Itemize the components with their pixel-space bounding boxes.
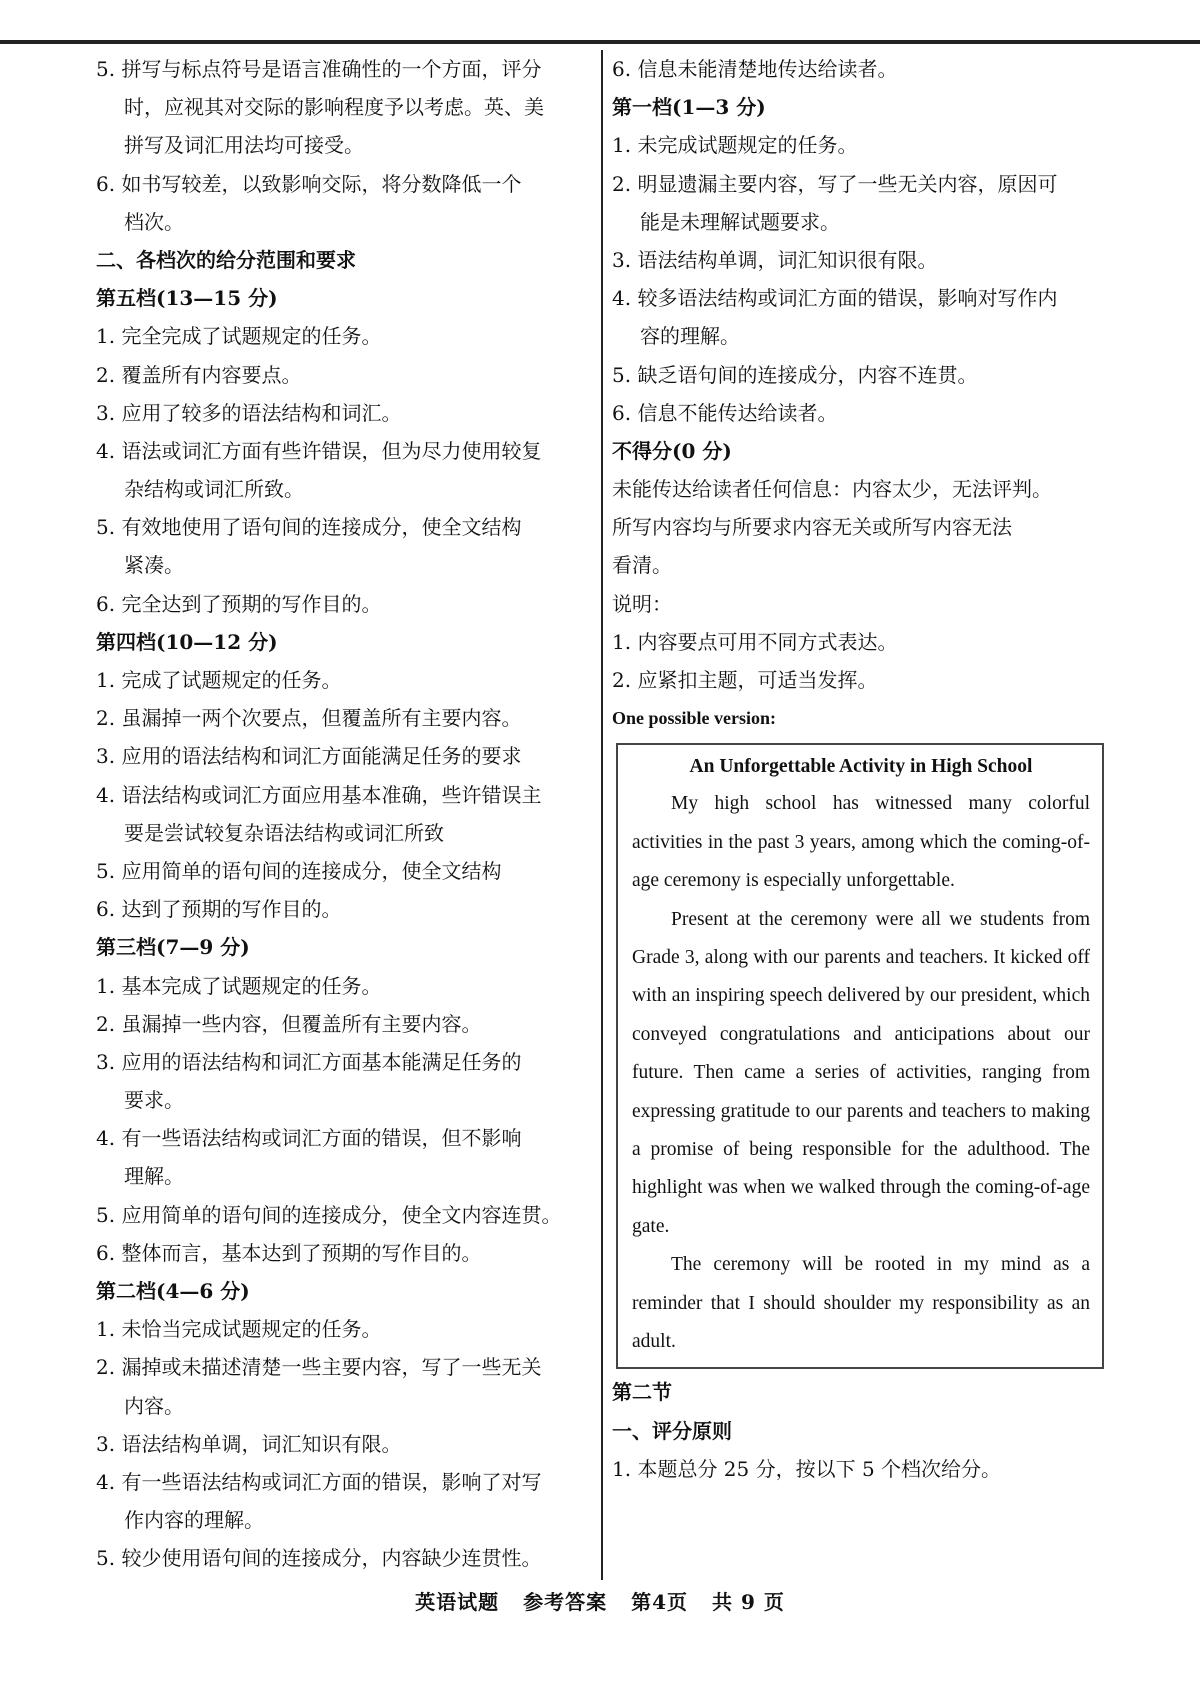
page-footer	[0, 1586, 1200, 1615]
text-line: 作内容的理解。	[124, 1508, 264, 1533]
text-line: 2. 应紧扣主题，可适当发挥。	[612, 668, 878, 692]
text-line: 未能传达给读者任何信息：内容太少，无法评判。	[612, 477, 1052, 502]
text-line: 1. 内容要点可用不同方式表达。	[612, 629, 898, 654]
section-heading: 第二节	[612, 1380, 672, 1405]
footer-subject: 英语试题	[415, 1590, 500, 1614]
text-line: 内容。	[124, 1393, 184, 1418]
text-line: 5. 应用简单的语句间的连接成分，使全文内容连贯。	[96, 1202, 562, 1227]
footer-total-pages: 共 9 页	[711, 1590, 785, 1614]
text-line: 3. 语法结构单调，词汇知识很有限。	[612, 247, 938, 272]
right-column	[612, 50, 1112, 1488]
text-line: 6. 整体而言，基本达到了预期的写作目的。	[96, 1240, 482, 1265]
text-line: 理解。	[124, 1164, 184, 1189]
text-line: 1. 基本完成了试题规定的任务。	[96, 973, 382, 998]
text-line: 要求。	[124, 1088, 184, 1113]
text-line: 4. 语法或词汇方面有些许错误，但为尽力使用较复	[96, 438, 542, 463]
left-column	[96, 50, 596, 1578]
text-line: 1. 本题总分 25 分，按以下 5 个档次给分。	[612, 1456, 1002, 1481]
text-line: 所写内容均与所要求内容无关或所写内容无法	[612, 515, 1012, 540]
text-line: 6. 达到了预期的写作目的。	[96, 897, 342, 922]
section-heading: 第四档(10—12 分)	[96, 629, 278, 654]
text-line: 4. 语法结构或词汇方面应用基本准确，些许错误主	[96, 782, 542, 807]
top-rule	[0, 40, 1200, 44]
footer-doc-type: 参考答案	[523, 1590, 608, 1614]
section-heading: 第一档(1—3 分)	[612, 95, 766, 120]
text-line: 拼写及词汇用法均可接受。	[124, 133, 364, 158]
section-heading: 第二档(4—6 分)	[96, 1279, 250, 1303]
right-column-bottom	[612, 1373, 1112, 1488]
footer-page-number: 第4页	[631, 1590, 689, 1614]
text-line: 6. 完全达到了预期的写作目的。	[96, 591, 382, 616]
text-line: 2. 明显遗漏主要内容，写了一些无关内容，原因可	[612, 171, 1058, 196]
text-line: 1. 未完成试题规定的任务。	[612, 133, 858, 158]
text-line: 1. 未恰当完成试题规定的任务。	[96, 1317, 382, 1342]
text-line: 紧凑。	[124, 553, 184, 578]
essay-title: An Unforgettable Activity in High School	[689, 756, 1033, 778]
section-heading: 一、评分原则	[612, 1418, 732, 1443]
text-line: 3. 应用的语法结构和词汇方面基本能满足任务的	[96, 1049, 522, 1074]
text-line: 6. 信息不能传达给读者。	[612, 400, 838, 425]
text-line: 6. 信息未能清楚地传达给读者。	[612, 57, 898, 81]
text-line: 杂结构或词汇所致。	[124, 477, 304, 502]
text-line: 档次。	[124, 209, 184, 234]
text-line: 4. 有一些语法结构或词汇方面的错误，但不影响	[96, 1126, 522, 1151]
text-line: 时，应视其对交际的影响程度予以考虑。英、美	[124, 95, 544, 120]
text-line: One possible version:	[612, 708, 777, 729]
text-line: 要是尝试较复杂语法结构或词汇所致	[124, 820, 444, 845]
text-line: 看清。	[612, 553, 672, 578]
text-line: 2. 虽漏掉一两个次要点，但覆盖所有主要内容。	[96, 706, 522, 731]
section-heading: 二、各档次的给分范围和要求	[96, 247, 356, 272]
text-line: 6. 如书写较差，以致影响交际，将分数降低一个	[96, 171, 522, 196]
text-line: 容的理解。	[640, 324, 740, 349]
text-line: 5. 应用简单的语句间的连接成分，使全文结构	[96, 858, 502, 883]
text-line: 能是未理解试题要求。	[640, 209, 840, 234]
essay-paragraph: Present at the ceremony were all we students from Grade 3, along with our parents and teachers. It kicked off with an inspiring speech delivered by our president, which conveyed congratulations and anticipations about our future. Then came a series of activities, ranging from expressing gratitude to our parents and teachers to making a promise of being responsible for the adulthood. The highlight was when we walked through the coming-of-age gate.	[632, 908, 1090, 1237]
section-heading: 第三档(7—9 分)	[96, 935, 250, 960]
section-heading: 第五档(13—15 分)	[96, 286, 278, 311]
text-line: 3. 语法结构单调，词汇知识有限。	[96, 1431, 402, 1456]
text-line: 5. 有效地使用了语句间的连接成分，使全文结构	[96, 515, 522, 540]
text-line: 1. 完全完成了试题规定的任务。	[96, 324, 382, 349]
text-line: 2. 虽漏掉一些内容，但覆盖所有主要内容。	[96, 1011, 482, 1036]
text-line: 5. 较少使用语句间的连接成分，内容缺少连贯性。	[96, 1546, 542, 1571]
text-line: 4. 较多语法结构或词汇方面的错误，影响对写作内	[612, 286, 1058, 311]
text-line: 说明：	[612, 591, 672, 616]
text-line: 4. 有一些语法结构或词汇方面的错误，影响了对写	[96, 1469, 542, 1494]
text-line: 2. 漏掉或未描述清楚一些主要内容，写了一些无关	[96, 1355, 542, 1380]
text-line: 2. 覆盖所有内容要点。	[96, 362, 302, 387]
right-column-top	[612, 50, 1112, 737]
text-line: 5. 缺乏语句间的连接成分，内容不连贯。	[612, 362, 978, 387]
sample-essay-box	[616, 743, 1104, 1369]
text-line: 5. 拼写与标点符号是语言准确性的一个方面，评分	[96, 57, 542, 81]
text-line: 1. 完成了试题规定的任务。	[96, 668, 342, 692]
essay-paragraph: The ceremony will be rooted in my mind as a reminder that I should shoulder my responsibility as an adult.	[632, 1254, 1090, 1353]
section-heading: 不得分(0 分)	[612, 438, 732, 463]
text-line: 3. 应用的语法结构和词汇方面能满足任务的要求	[96, 744, 522, 769]
text-line: 3. 应用了较多的语法结构和词汇。	[96, 400, 402, 425]
column-divider	[601, 50, 603, 1580]
essay-paragraph: My high school has witnessed many colorful activities in the past 3 years, among which the coming-of-age ceremony is especially unforgettable.	[632, 793, 1090, 892]
